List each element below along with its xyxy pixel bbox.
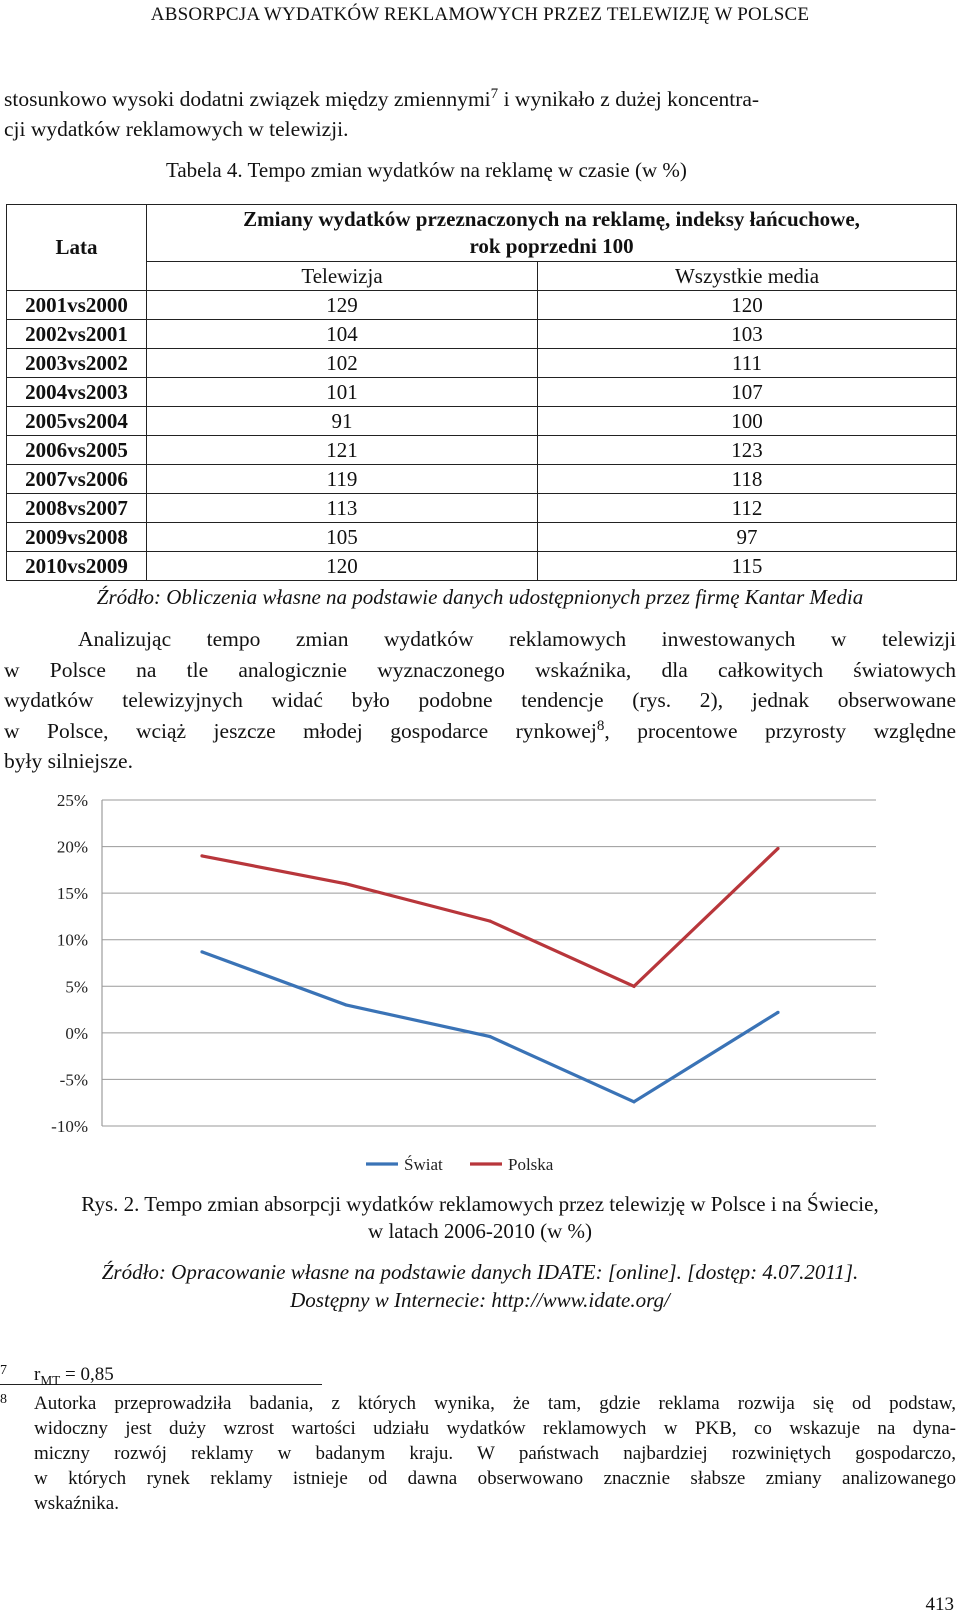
tv-cell: 129 — [147, 291, 538, 320]
year-cell: 2003vs2002 — [7, 349, 147, 378]
table-row — [7, 436, 957, 465]
body-line-2: w Polsce na tle analogicznie wyznaczonego wskaźnika, dla całkowitych światowych — [4, 657, 956, 682]
tv-cell: 101 — [147, 378, 538, 407]
footnote-7-text — [34, 1362, 956, 1388]
footnote-ref-7: 7 — [490, 85, 499, 102]
year-cell: 2009vs2008 — [7, 523, 147, 552]
y-tick-label: -10% — [51, 1117, 88, 1136]
figure-source-line-1: Źródło: Opracowanie własne na podstawie danych IDATE: [online]. [dostęp: 4.07.2011]. — [101, 1260, 859, 1284]
y-tick-label: 5% — [65, 977, 88, 997]
chart-svg — [0, 791, 960, 1188]
footnote-8-line-5: wskaźnika. — [34, 1493, 119, 1514]
year-cell: 2005vs2004 — [7, 407, 147, 436]
body-line-1: Analizując tempo zmian wydatków reklamowych inwestowanych w telewizji — [78, 627, 956, 651]
year-cell: 2001vs2000 — [7, 291, 147, 320]
data-point — [200, 854, 203, 857]
line-chart — [0, 791, 960, 1208]
legend-label: Świat — [404, 1155, 443, 1174]
year-cell: 2008vs2007 — [7, 494, 147, 523]
table-row — [7, 349, 957, 378]
table-row — [7, 320, 957, 349]
all-media-cell: 112 — [538, 494, 957, 523]
table-row — [7, 523, 957, 552]
y-tick-label: 25% — [56, 791, 88, 810]
intro-line-2: cji wydatków reklamowych w telewizji. — [4, 117, 349, 141]
series-line-polska — [202, 848, 778, 986]
year-cell: 2002vs2001 — [7, 320, 147, 349]
footnote-7-value: = 0,85 — [60, 1364, 114, 1385]
footnote-8-line-3: miczny rozwój reklamy w badanym kraju. W państwach najbardziej rozwiniętych gospodarczo, — [34, 1443, 956, 1464]
tv-cell: 119 — [147, 465, 538, 494]
y-tick-label: 0% — [65, 1023, 88, 1043]
intro-paragraph — [4, 84, 956, 144]
all-media-cell: 115 — [538, 552, 957, 581]
body-line-3: wydatków telewizyjnych widać było podobne tendencje (rys. 2), jednak obserwowane — [4, 688, 956, 712]
body-line-4 — [4, 716, 956, 747]
data-point — [200, 950, 203, 953]
table-caption: Tabela 4. Tempo zmian wydatków na reklamę w czasie (w %) — [166, 158, 687, 182]
all-media-cell: 107 — [538, 378, 957, 407]
footnote-8-line-1: Autorka przeprowadziła badania, z których wynika, że tam, gdzie reklama rozwija się od podstaw, — [34, 1393, 956, 1414]
body-line-4-text: w Polsce, wciąż jeszcze młodej gospodarce rynkowej — [4, 718, 597, 743]
y-tick-label: 15% — [56, 884, 88, 904]
tv-cell: 102 — [147, 349, 538, 378]
data-point — [632, 1100, 635, 1103]
all-media-cell: 123 — [538, 436, 957, 465]
footnote-7-r: r — [34, 1364, 41, 1385]
figure-source-line-2: Dostępny w Internecie: http://www.idate.org/ — [290, 1288, 670, 1312]
running-head: ABSORPCJA WYDATKÓW REKLAMOWYCH PRZEZ TELEWIZJĘ W POLSCE — [150, 4, 810, 25]
body-line-5: były silniejsze. — [4, 749, 133, 773]
y-tick-label: -5% — [59, 1070, 88, 1090]
table-source: Źródło: Obliczenia własne na podstawie danych udostępnionych przez firmę Kantar Media — [96, 585, 864, 609]
data-point — [344, 882, 347, 885]
y-tick-label: 10% — [56, 930, 88, 950]
data-point — [488, 1035, 491, 1038]
figure-caption-line-1: Rys. 2. Tempo zmian absorpcji wydatków reklamowych przez telewizję w Polsce i na Świecie, — [81, 1192, 879, 1216]
all-media-cell: 100 — [538, 407, 957, 436]
table-row — [7, 291, 957, 320]
all-media-cell: 111 — [538, 349, 957, 378]
year-cell: 2007vs2006 — [7, 465, 147, 494]
footnote-ref-8: 8 — [596, 717, 605, 734]
tv-cell: 120 — [147, 552, 538, 581]
data-table — [6, 204, 957, 581]
body-line-4-cont: , procentowe przyrosty względne — [604, 718, 956, 743]
footnote-8-text — [34, 1391, 956, 1516]
year-cell: 2004vs2003 — [7, 378, 147, 407]
tv-cell: 113 — [147, 494, 538, 523]
header-line-2: rok poprzedni 100 — [469, 234, 634, 258]
footnote-8-line-2: widoczny jest duży wzrost wartości udziału wydatków reklamowych w PKB, co wskazuje na dyna- — [34, 1418, 956, 1439]
data-point — [344, 1003, 347, 1006]
footnote-8-number: 8 — [0, 1392, 7, 1407]
year-cell: 2006vs2005 — [7, 436, 147, 465]
all-media-cell: 103 — [538, 320, 957, 349]
table-row — [7, 378, 957, 407]
data-point — [776, 1011, 779, 1014]
y-tick-label: 20% — [56, 837, 88, 857]
body-paragraph — [4, 624, 956, 777]
footnote-7-sub: MT — [40, 1372, 61, 1388]
header-line-1: Zmiany wydatków przeznaczonych na reklamę, indeksy łańcuchowe, — [243, 207, 860, 231]
table-row — [7, 494, 957, 523]
table-row — [7, 465, 957, 494]
data-point — [632, 985, 635, 988]
page-number: 413 — [925, 1594, 954, 1615]
header-main — [147, 205, 957, 262]
table-row — [7, 552, 957, 581]
tv-cell: 91 — [147, 407, 538, 436]
legend-label: Polska — [508, 1155, 554, 1174]
all-media-cell: 97 — [538, 523, 957, 552]
data-point — [488, 919, 491, 922]
intro-text: stosunkowo wysoki dodatni związek między zmiennymi — [4, 87, 491, 111]
tv-cell: 104 — [147, 320, 538, 349]
all-media-cell: 118 — [538, 465, 957, 494]
all-media-cell: 120 — [538, 291, 957, 320]
footnote-8-line-4: w których rynek reklamy istnieje od dawna obserwowano znacznie słabsze zmiany analizowanego — [34, 1468, 956, 1489]
header-telewizja: Telewizja — [147, 262, 538, 291]
table-row — [7, 407, 957, 436]
intro-text-cont: i wynikało z dużej koncentra- — [498, 87, 760, 111]
tv-cell: 105 — [147, 523, 538, 552]
intro-line-1 — [4, 84, 956, 114]
footnote-7-number: 7 — [0, 1363, 7, 1378]
data-point — [776, 847, 779, 850]
header-lata: Lata — [7, 205, 147, 291]
figure-caption-line-2: w latach 2006-2010 (w %) — [368, 1219, 592, 1243]
tv-cell: 121 — [147, 436, 538, 465]
header-wszystkie-media: Wszystkie media — [538, 262, 957, 291]
year-cell: 2010vs2009 — [7, 552, 147, 581]
